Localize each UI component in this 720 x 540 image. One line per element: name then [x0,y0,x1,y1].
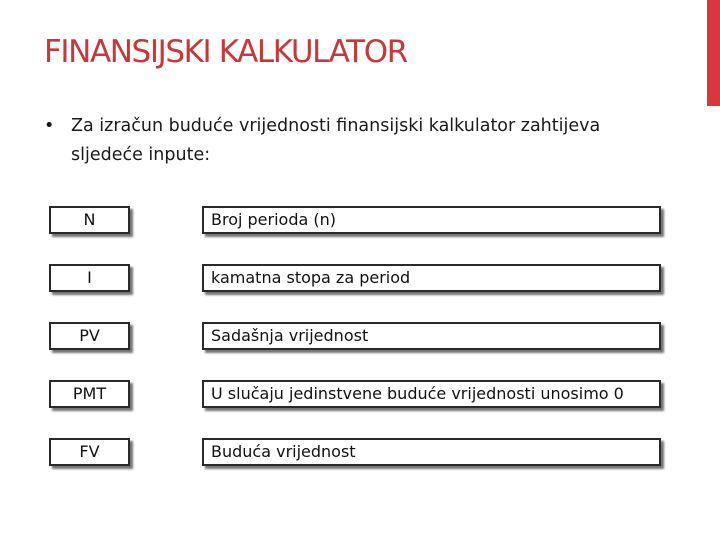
accent-bar [707,0,720,106]
input-code-n: N [49,206,130,234]
input-code-pmt: PMT [49,380,130,408]
input-description-i: kamatna stopa za period [202,264,661,292]
input-description-n: Broj perioda (n) [202,206,661,234]
bullet-text: Za izračun buduće vrijednosti finansijski kalkulator zahtijeva sljedeće inpute: [71,116,601,165]
input-code-pv: PV [49,322,130,350]
bullet-marker: • [44,116,55,136]
slide-title: FINANSIJSKI KALKULATOR [44,34,407,70]
input-code-fv: FV [49,438,130,466]
input-description-fv: Buduća vrijednost [202,438,661,466]
input-description-pv: Sadašnja vrijednost [202,322,661,350]
bullet-item [44,112,674,170]
input-code-i: I [49,264,130,292]
input-description-pmt: U slučaju jedinstvene buduće vrijednosti unosimo 0 [202,380,661,408]
